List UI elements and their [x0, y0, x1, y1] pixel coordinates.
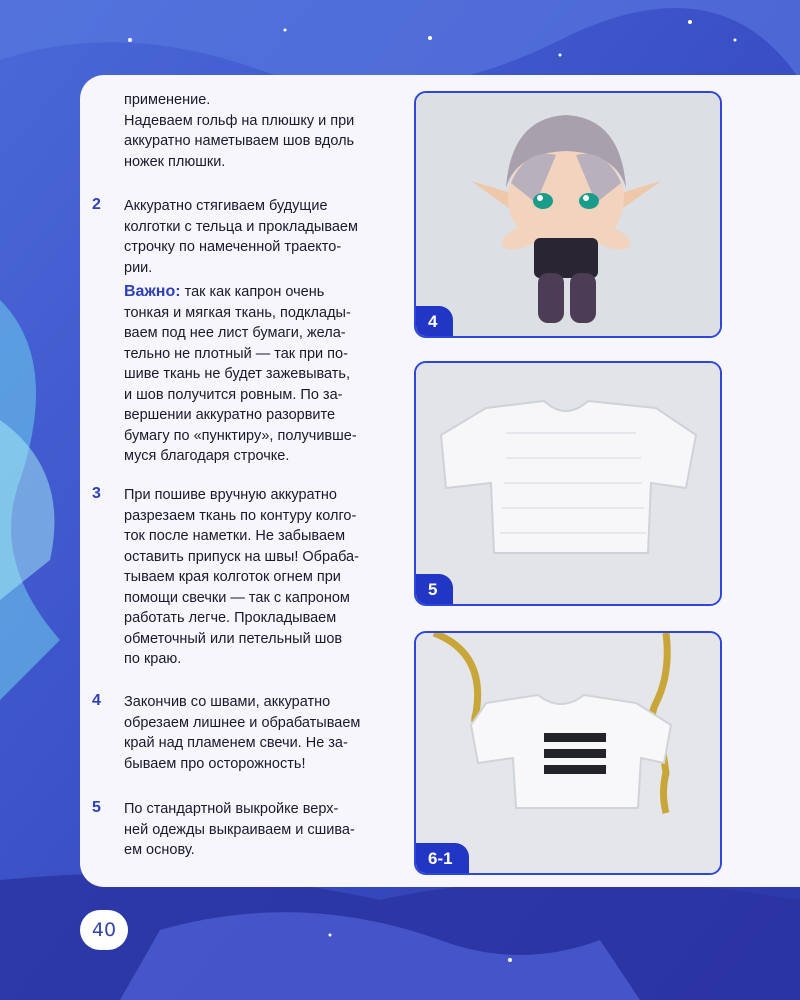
text-line: обрезаем лишнее и обрабатываем [124, 714, 361, 731]
intro-text [124, 90, 389, 172]
photo-striped-shirt [414, 631, 722, 875]
step-5-text [124, 799, 389, 861]
text-line: тельно не плотный — так при по- [124, 345, 348, 362]
plush-doll-illustration [416, 93, 720, 336]
text-line: ем основу. [124, 842, 195, 858]
white-shirt-illustration [416, 363, 720, 604]
step-2-text [124, 196, 389, 467]
text-line: бываем про осторожность! [124, 755, 306, 772]
text-line: ваем под нее лист бумаги, жела- [124, 325, 346, 341]
important-label: Важно: [124, 283, 181, 300]
step-number: 2 [92, 196, 101, 213]
step-3-text [124, 485, 389, 670]
text-line: тываем края колготок огнем при [124, 569, 341, 585]
text-line: строчку по намеченной траекто- [124, 239, 342, 255]
text-line: так как капрон очень [184, 284, 325, 300]
text-line: муся благодаря строчке. [124, 448, 290, 464]
photo-label-badge: 4 [414, 306, 453, 338]
text-line: рии. [124, 259, 153, 276]
text-line: работать легче. Прокладываем [124, 610, 337, 626]
step-number: 4 [92, 692, 101, 709]
text-line: вершении аккуратно разорвите [124, 407, 336, 423]
text-line: По стандартной выкройке верх- [124, 801, 339, 817]
text-line: ножек плюшки. [124, 153, 226, 170]
text-line: Закончив со швами, аккуратно [124, 694, 331, 710]
striped-shirt-illustration [416, 633, 720, 873]
photo-plush-doll [414, 91, 722, 338]
text-line: и шов получится ровным. По за- [124, 386, 343, 403]
text-line: обметочный или петельный шов [124, 630, 343, 647]
step-number: 3 [92, 485, 101, 502]
text-line: тонкая и мягкая ткань, подклады- [124, 304, 351, 321]
text-line: применение. [124, 92, 211, 108]
text-line: Надеваем гольф на плюшку и при [124, 112, 355, 129]
text-line: оставить припуск на швы! Обраба- [124, 548, 359, 565]
step-4-text [124, 692, 389, 774]
text-line: край над пламенем свечи. Не за- [124, 735, 348, 751]
text-line: бумагу по «пунктиру», получивше- [124, 427, 357, 444]
photo-label-badge: 6-1 [414, 843, 469, 875]
step-number: 5 [92, 799, 101, 816]
text-line: ней одежды выкраиваем и сшива- [124, 821, 355, 838]
page-number: 40 [80, 910, 128, 950]
text-line: колготки с тельца и прокладываем [124, 218, 358, 235]
text-line: разрезаем ткань по контуру колго- [124, 507, 357, 524]
text-line: ток после наметки. Не забываем [124, 528, 346, 544]
text-line: по краю. [124, 651, 182, 667]
text-line: аккуратно наметываем шов вдоль [124, 133, 355, 149]
text-line: Аккуратно стягиваем будущие [124, 198, 328, 214]
photo-label-badge: 5 [414, 574, 453, 606]
text-line: шиве ткань не будет зажевывать, [124, 366, 351, 382]
photo-white-shirt [414, 361, 722, 606]
text-line: При пошиве вручную аккуратно [124, 487, 337, 503]
text-line: помощи свечки — так с капроном [124, 589, 350, 606]
